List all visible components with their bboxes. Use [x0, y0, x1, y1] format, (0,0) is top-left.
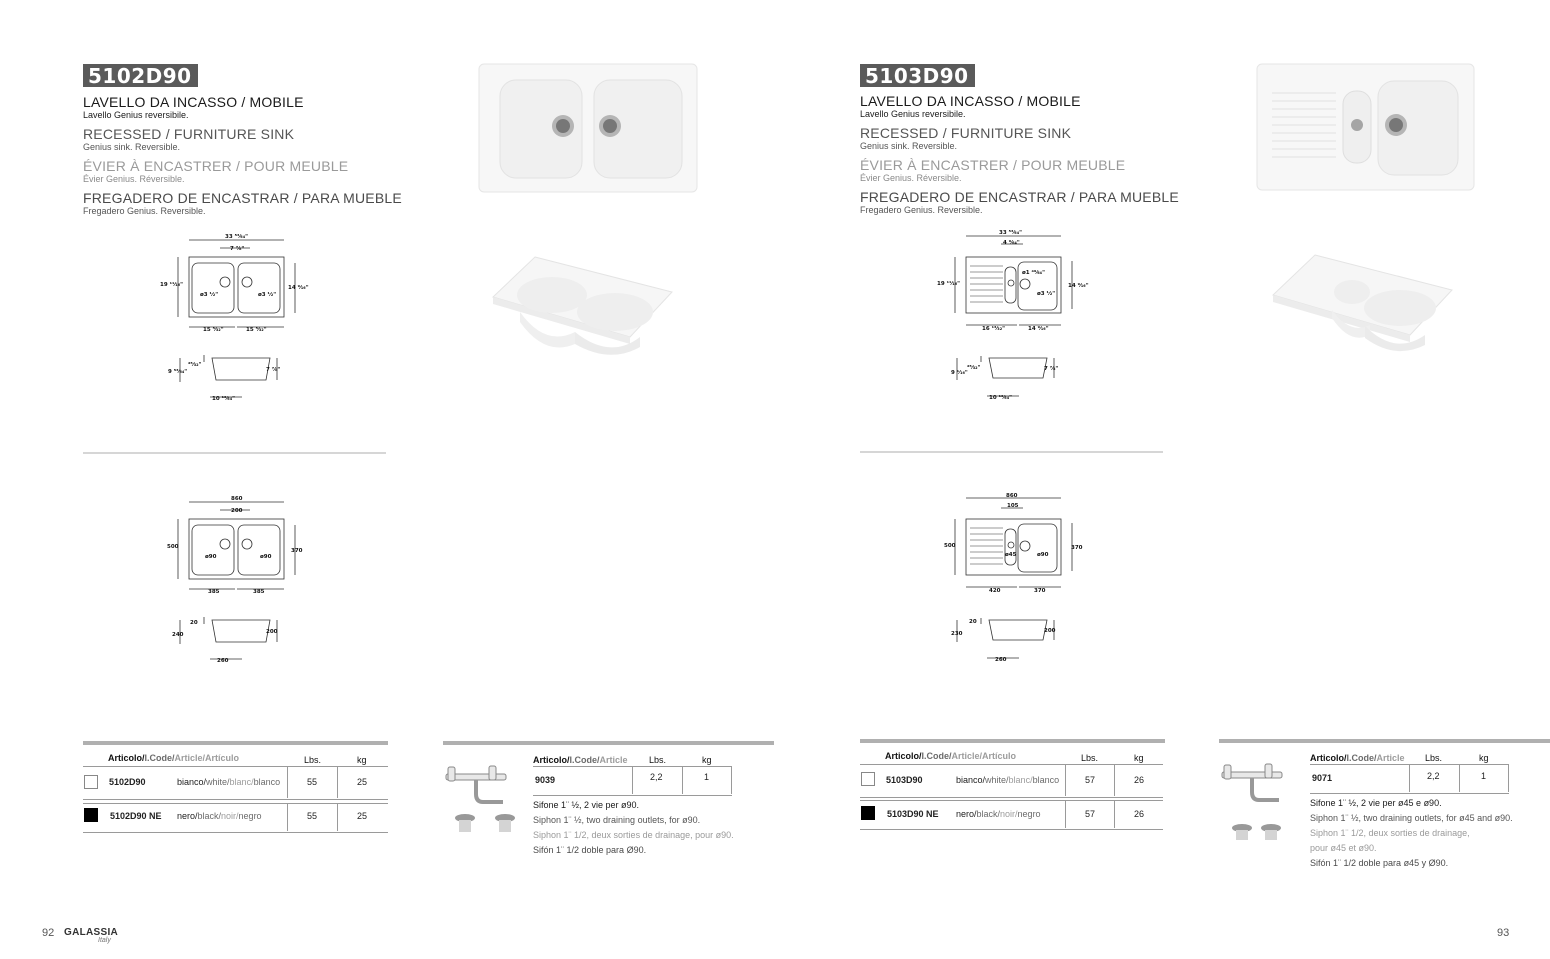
title-it: LAVELLO DA INCASSO / MOBILE	[83, 94, 304, 110]
sink-3d-photo-left	[490, 252, 675, 362]
color-en: white/	[206, 777, 230, 787]
accessory-header-lbs: Lbs.	[649, 755, 667, 765]
color-it: bianco/	[956, 775, 986, 785]
col-separator	[1114, 800, 1115, 828]
dim-h2-in: 14 ⁹⁄₁₆"	[1068, 283, 1089, 289]
col-separator	[1065, 800, 1066, 828]
dim-d1-in: ø1 ⁴⁹⁄₆₄"	[1022, 270, 1045, 276]
head-code: I.Code/	[144, 753, 175, 763]
subtitle-en: Genius sink. Reversible.	[83, 142, 181, 152]
color-swatch-white	[84, 775, 98, 789]
siphon-image-right	[1219, 760, 1294, 845]
head-it: Articolo/	[108, 753, 145, 763]
subtitle-it: Lavello Genius reversibile.	[83, 110, 189, 120]
dim-w-mm: 860	[1006, 493, 1018, 499]
row-kg: 26	[1134, 775, 1145, 785]
title-es: FREGADERO DE ENCASTRAR / PARA MUEBLE	[83, 190, 402, 206]
dim-d2-in: ø3 ½"	[258, 292, 277, 298]
table-rule-left	[83, 741, 388, 745]
dim-b1-mm: 420	[989, 588, 1001, 594]
color-es: blanco	[1032, 775, 1060, 785]
dim-b2-in: 15 ⁵⁄₃₂"	[246, 327, 267, 333]
row-kg: 26	[1134, 809, 1145, 819]
row-lbs: 57	[1085, 809, 1096, 819]
dim-h-in: 19 ¹¹⁄₁₆"	[937, 281, 960, 287]
head-it: Articolo/	[885, 751, 922, 761]
color-es: negro	[238, 811, 262, 821]
dim-d2-in: ø3 ½"	[1037, 291, 1056, 297]
row-colors	[177, 777, 280, 787]
color-it: bianco/	[177, 777, 207, 787]
subtitle-en: Genius sink. Reversible.	[860, 141, 958, 151]
dim-d1-mm: ø90	[205, 554, 217, 560]
title-fr: ÉVIER À ENCASTRER / POUR MEUBLE	[860, 157, 1126, 173]
head-code: I.Code/	[1346, 753, 1377, 763]
title-en: RECESSED / FURNITURE SINK	[83, 126, 295, 142]
dim-b2-in: 14 ⁹⁄₁₆"	[1028, 326, 1049, 332]
desc-it: Sifone 1¨ ½, 2 vie per ø45 e ø90.	[1310, 798, 1442, 808]
product-titles-right	[860, 93, 1179, 215]
dim-d2-mm: ø90	[1037, 552, 1049, 558]
dim-b1-in: 15 ⁵⁄₃₂"	[203, 327, 224, 333]
col-separator	[337, 766, 338, 798]
subtitle-es: Fregadero Genius. Reversible.	[860, 205, 983, 215]
col-separator	[731, 766, 732, 794]
desc-es: Sifón 1¨ 1/2 doble para ø45 y Ø90.	[1310, 858, 1449, 868]
color-es: blanco	[253, 777, 281, 787]
col-separator	[682, 766, 683, 794]
row-colors	[956, 775, 1059, 785]
accessory-code: 9039	[535, 775, 556, 785]
dim-w2-mm: 200	[231, 508, 243, 514]
accessory-header-kg: kg	[702, 755, 712, 765]
dim-h2-mm: 370	[291, 548, 303, 554]
section-divider-right	[860, 451, 1163, 453]
dim-d1-mm: ø45	[1005, 552, 1017, 558]
accessory-kg: 1	[1481, 771, 1487, 781]
accessory-lbs: 2,2	[1427, 771, 1440, 781]
dim-h-mm: 500	[167, 544, 179, 550]
desc-fr: Siphon 1¨ 1/2, deux sorties de drainage, pour ø90.	[533, 830, 734, 840]
dim-s4-mm: 260	[995, 657, 1007, 663]
col-separator	[1065, 764, 1066, 796]
dimension-drawing-mm-right	[937, 490, 1092, 665]
accessory-rule-left	[443, 741, 774, 745]
dim-w2-in: 4 ⁹⁄₆₄"	[1003, 240, 1020, 246]
dim-w2-in: 7 ⅞"	[230, 246, 245, 252]
dim-s3-mm: 230	[951, 631, 963, 637]
sink-top-photo-left	[478, 63, 698, 193]
dimension-drawing-inches-left	[160, 230, 315, 405]
table-header-kg-left: kg	[357, 755, 367, 765]
dim-s1-in: ²⁵⁄₃₂"	[188, 362, 202, 368]
row-code: 5102D90	[109, 777, 146, 787]
color-en: black/	[197, 811, 222, 821]
row-colors	[956, 809, 1041, 819]
dim-s1-in: ²⁵⁄₃₂"	[967, 365, 981, 371]
dim-s2-in: 7 ⅞"	[266, 367, 281, 373]
table-header-kg-right: kg	[1134, 753, 1144, 763]
color-es: negro	[1017, 809, 1041, 819]
color-swatch-black	[84, 808, 98, 822]
row-code: 5102D90 NE	[110, 811, 162, 821]
color-it: nero/	[177, 811, 198, 821]
color-en: white/	[985, 775, 1009, 785]
page-number-right: 93	[1497, 927, 1510, 939]
section-divider-left	[83, 452, 386, 454]
title-en: RECESSED / FURNITURE SINK	[860, 125, 1072, 141]
head-es: Artículo	[982, 751, 1017, 761]
row-kg: 25	[357, 777, 368, 787]
desc-es: Sifón 1¨ 1/2 doble para Ø90.	[533, 845, 647, 855]
dim-h-mm: 500	[944, 543, 956, 549]
head-fr: Article	[599, 755, 628, 765]
accessory-header-left	[533, 755, 628, 765]
desc-fr-2: pour ø45 et ø90.	[1310, 843, 1377, 853]
row-code: 5103D90 NE	[887, 809, 939, 819]
accessory-header-lbs: Lbs.	[1425, 753, 1443, 763]
desc-it: Sifone 1¨ ½, 2 vie per ø90.	[533, 800, 640, 810]
row-kg: 25	[357, 811, 368, 821]
dim-d2-mm: ø90	[260, 554, 272, 560]
table-header-article-left	[108, 753, 239, 763]
dim-w2-mm: 105	[1007, 503, 1019, 509]
dim-b1-mm: 385	[208, 589, 220, 595]
col-separator	[337, 803, 338, 831]
sink-3d-photo-right	[1270, 250, 1455, 360]
row-code: 5103D90	[886, 775, 923, 785]
head-it: Articolo/	[1310, 753, 1347, 763]
dimension-drawing-mm-left	[160, 492, 315, 667]
col-separator	[1409, 764, 1410, 792]
accessory-kg: 1	[704, 772, 710, 782]
accessory-header-kg: kg	[1479, 753, 1489, 763]
dim-s2-mm: 200	[266, 629, 278, 635]
dim-b2-mm: 370	[1034, 588, 1046, 594]
table-header-article-right	[885, 751, 1016, 761]
page-number-left: 92	[42, 927, 55, 939]
row-colors	[177, 811, 262, 821]
color-it: nero/	[956, 809, 977, 819]
table-header-lbs-left: Lbs.	[304, 755, 322, 765]
product-code-5102d90: 5102D90	[83, 64, 198, 87]
head-code: I.Code/	[569, 755, 600, 765]
title-fr: ÉVIER À ENCASTRER / POUR MEUBLE	[83, 158, 349, 174]
head-code: I.Code/	[921, 751, 952, 761]
dim-w-in: 33 ⁵³⁄₆₄"	[225, 234, 248, 240]
dim-s3-in: 9 ⁵³⁄₆₄"	[168, 369, 188, 375]
brand-logo: GALASSIA	[64, 927, 119, 938]
col-separator	[632, 766, 633, 794]
head-fr: Article	[1376, 753, 1405, 763]
subtitle-it: Lavello Genius reversibile.	[860, 109, 966, 119]
dim-s3-in: 9 ¹⁄₁₆"	[951, 370, 968, 376]
color-en: black/	[976, 809, 1001, 819]
desc-en: Siphon 1¨ ½, two draining outlets, for ø45 and ø90.	[1310, 813, 1513, 823]
dim-w-mm: 860	[231, 496, 243, 502]
head-fr: Article/	[174, 753, 206, 763]
dim-s2-in: 7 ⅞"	[1044, 366, 1059, 372]
accessory-rule-right	[1219, 739, 1550, 743]
dim-h2-mm: 370	[1071, 545, 1083, 551]
dim-s1-mm: 20	[969, 619, 977, 625]
accessory-description-left	[533, 798, 734, 858]
sink-top-photo-right	[1256, 63, 1475, 191]
dim-d1-in: ø3 ½"	[200, 292, 219, 298]
color-swatch-black	[861, 806, 875, 820]
row-lbs: 55	[307, 811, 318, 821]
table-header-lbs-right: Lbs.	[1081, 753, 1099, 763]
desc-fr: Siphon 1¨ 1/2, deux sorties de drainage,	[1310, 828, 1470, 838]
subtitle-es: Fregadero Genius. Reversible.	[83, 206, 206, 216]
accessory-header-right	[1310, 753, 1405, 763]
product-titles-left	[83, 94, 402, 216]
col-separator	[1508, 764, 1509, 792]
accessory-description-right	[1310, 796, 1513, 871]
col-separator	[287, 803, 288, 831]
siphon-image-left	[443, 762, 518, 842]
dim-s2-mm: 200	[1044, 628, 1056, 634]
dim-s4-in: 10 ¹³⁄₆₄"	[212, 396, 235, 402]
dim-b1-in: 16 ¹³⁄₃₂"	[982, 326, 1005, 332]
col-separator	[1459, 764, 1460, 792]
title-es: FREGADERO DE ENCASTRAR / PARA MUEBLE	[860, 189, 1179, 205]
title-it: LAVELLO DA INCASSO / MOBILE	[860, 93, 1081, 109]
subtitle-fr: Évier Genius. Réversible.	[860, 173, 962, 183]
dim-s1-mm: 20	[190, 620, 198, 626]
dim-s3-mm: 240	[172, 632, 184, 638]
dim-h-in: 19 ¹¹⁄₁₆"	[160, 282, 183, 288]
accessory-code: 9071	[1312, 773, 1333, 783]
dimension-drawing-inches-right	[937, 228, 1092, 403]
accessory-lbs: 2,2	[650, 772, 663, 782]
row-lbs: 57	[1085, 775, 1096, 785]
color-fr: noir/	[1000, 809, 1018, 819]
head-it: Articolo/	[533, 755, 570, 765]
color-fr: noir/	[221, 811, 239, 821]
brand-sub: Italy	[98, 937, 111, 944]
product-code-5103d90: 5103D90	[860, 64, 975, 87]
row-lbs: 55	[307, 777, 318, 787]
col-separator	[287, 766, 288, 798]
head-fr: Article/	[951, 751, 983, 761]
dim-s4-in: 10 ¹³⁄₆₄"	[989, 395, 1012, 401]
subtitle-fr: Évier Genius. Réversible.	[83, 174, 185, 184]
color-fr: blanc/	[229, 777, 254, 787]
dim-b2-mm: 385	[253, 589, 265, 595]
color-fr: blanc/	[1008, 775, 1033, 785]
dim-h2-in: 14 ⁹⁄₁₆"	[288, 285, 309, 291]
table-rule-right	[860, 739, 1165, 743]
head-es: Artículo	[205, 753, 240, 763]
dim-s4-mm: 260	[217, 658, 229, 664]
color-swatch-white	[861, 772, 875, 786]
col-separator	[1114, 764, 1115, 796]
dim-w-in: 33 ⁵³⁄₆₄"	[999, 230, 1022, 236]
desc-en: Siphon 1¨ ½, two draining outlets, for ø90.	[533, 815, 701, 825]
